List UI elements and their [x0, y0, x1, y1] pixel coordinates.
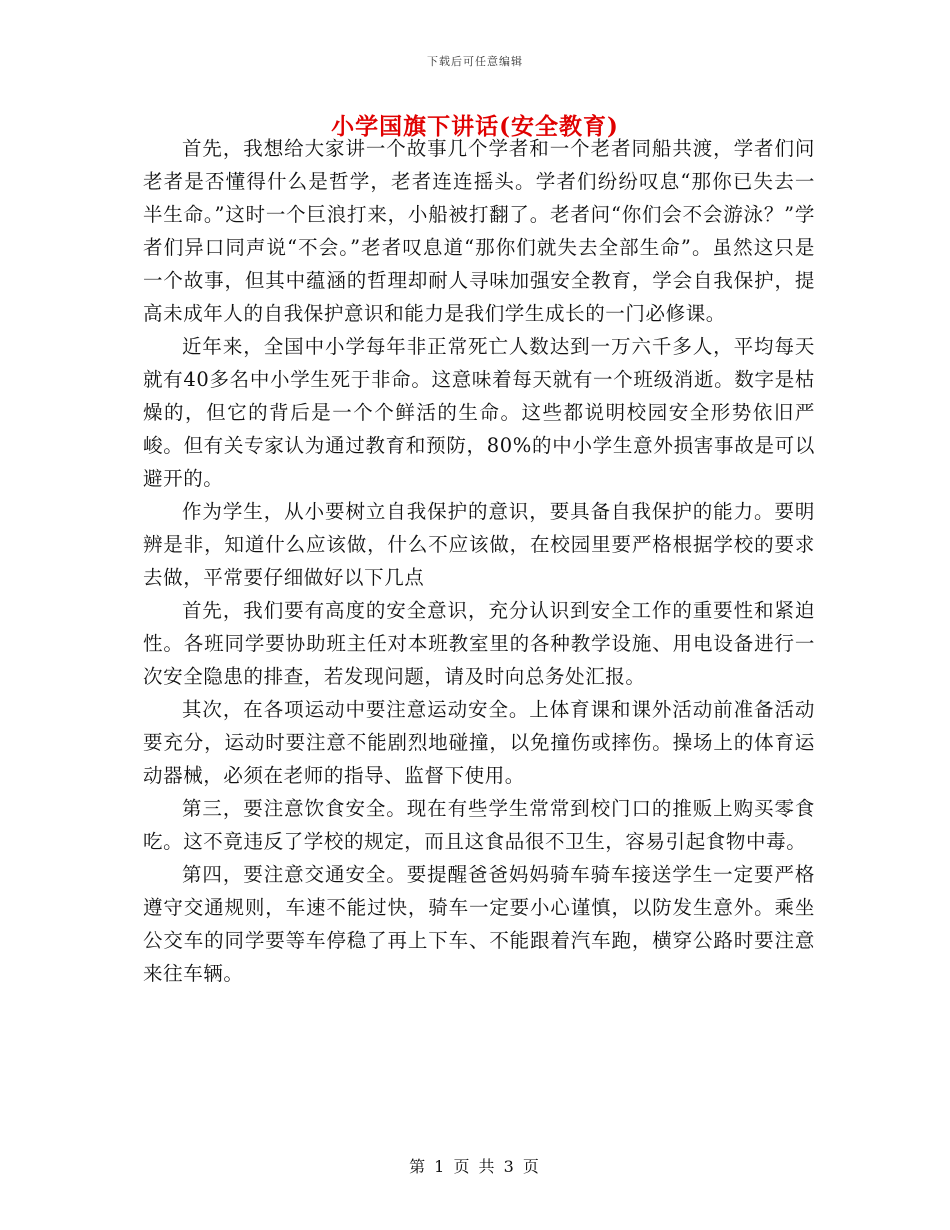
paragraph: 第三，要注意饮食安全。现在有些学生常常到校门口的推贩上购买零食吃。这不竟违反了学校的规定，而且这食品很不卫生，容易引起食物中毒。	[143, 797, 815, 853]
header-note: 下载后可任意编辑	[427, 55, 523, 68]
document-body	[143, 132, 815, 990]
paragraph: 其次，在各项运动中要注意运动安全。上体育课和课外活动前准备活动要充分，运动时要注意不能剧烈地碰撞，以免撞伤或摔伤。操场上的体育运动器械，必须在老师的指导、监督下使用。	[143, 698, 815, 787]
page-number: 第 1 页 共 3 页	[409, 1157, 541, 1176]
paragraph: 作为学生，从小要树立自我保护的意识，要具备自我保护的能力。要明辨是非，知道什么应该做，什么不应该做，在校园里要严格根据学校的要求去做，平常要仔细做好以下几点	[143, 500, 815, 589]
paragraph: 首先，我们要有高度的安全意识，充分认识到安全工作的重要性和紧迫性。各班同学要协助班主任对本班教室里的各种教学设施、用电设备进行一次安全隐患的排查，若发现问题，请及时向总务处汇报。	[143, 599, 815, 688]
paragraph: 近年来，全国中小学每年非正常死亡人数达到一万六千多人，平均每天就有40多名中小学生死于非命。这意味着每天就有一个班级消逝。数字是枯燥的，但它的背后是一个个鲜活的生命。这些都说明校园安全形势依旧严峻。但有关专家认为通过教育和预防，80%的中小学生意外损害事故是可以避开的。	[143, 335, 815, 490]
paragraph: 首先，我想给大家讲一个故事几个学者和一个老者同船共渡，学者们问老者是否懂得什么是哲学，老者连连摇头。学者们纷纷叹息“那你已失去一半生命。”这时一个巨浪打来，小船被打翻了。老者问“你们会不会游泳？”学者们异口同声说“不会。”老者叹息道“那你们就失去全部生命”。虽然这只是一个故事，但其中蕴涵的哲理却耐人寻味加强安全教育，学会自我保护，提高未成年人的自我保护意识和能力是我们学生成长的一门必修课。	[143, 137, 815, 325]
paragraph: 第四，要注意交通安全。要提醒爸爸妈妈骑车骑车接送学生一定要严格遵守交通规则，车速不能过快，骑车一定要小心谨慎，以防发生意外。乘坐公交车的同学要等车停稳了再上下车、不能跟着汽车跑，横穿公路时要注意来往车辆。	[143, 863, 815, 985]
document-title: 小学国旗下讲话(安全教育)	[331, 113, 619, 140]
